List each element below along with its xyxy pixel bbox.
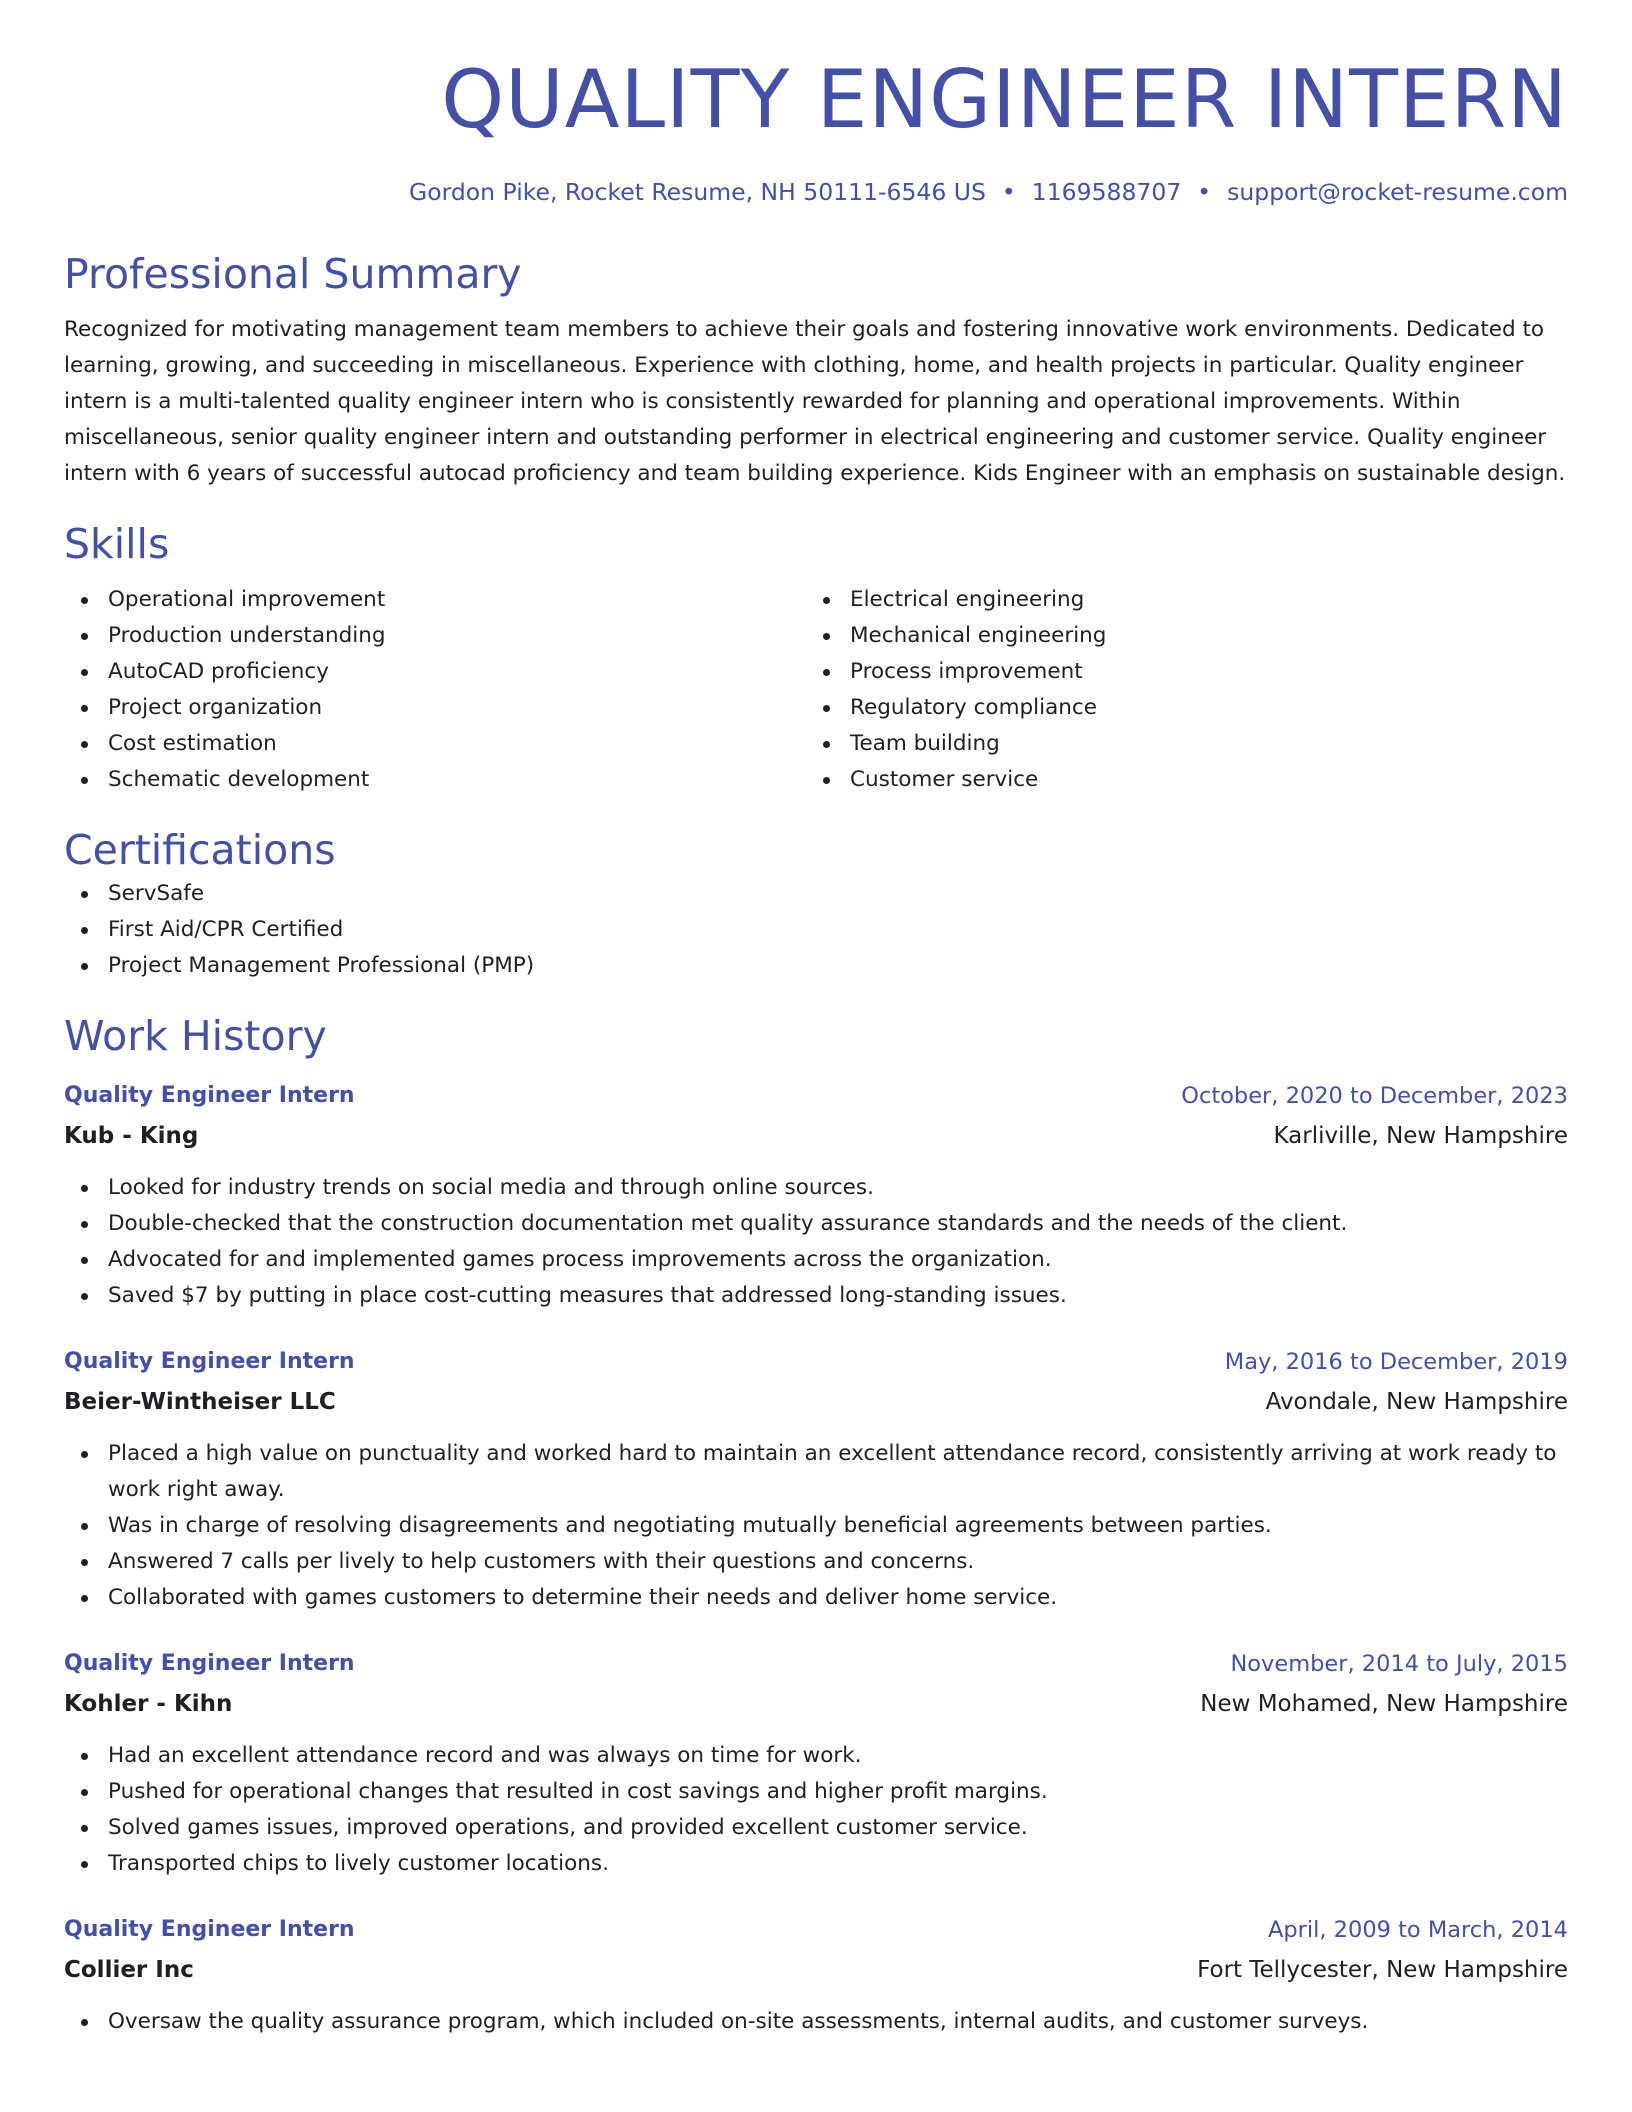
job-entry (64, 1344, 1568, 1616)
skills-list (64, 582, 1568, 798)
job-duties (64, 1738, 1568, 1882)
job-location: New Mohamed, New Hampshire (1200, 1691, 1568, 1717)
job-header (64, 1078, 1568, 1114)
contact-separator: • (1001, 178, 1016, 206)
contact-separator: • (1197, 178, 1212, 206)
certifications-heading: Certifications (64, 826, 336, 874)
skill-item: Regulatory compliance (806, 690, 1548, 726)
skills-column-right (806, 582, 1548, 798)
job-dates: November, 2014 to July, 2015 (1230, 1651, 1568, 1677)
contact-address: Gordon Pike, Rocket Resume, NH 50111-6546 US (409, 178, 986, 206)
certification-item: ServSafe (64, 876, 1568, 912)
job-location: Fort Tellycester, New Hampshire (1197, 1957, 1568, 1983)
work-history-heading: Work History (64, 1012, 327, 1060)
job-duty: Was in charge of resolving disagreements and negotiating mutually beneficial agreements between parties. (64, 1508, 1568, 1544)
job-location: Avondale, New Hampshire (1265, 1389, 1568, 1415)
job-entry (64, 1646, 1568, 1882)
job-duty: Answered 7 calls per lively to help customers with their questions and concerns. (64, 1544, 1568, 1580)
skill-item: Cost estimation (64, 726, 806, 762)
job-duty: Saved $7 by putting in place cost-cutting measures that addressed long-standing issues. (64, 1278, 1568, 1314)
summary-heading: Professional Summary (64, 250, 522, 298)
job-header (64, 1344, 1568, 1380)
skill-item: AutoCAD proficiency (64, 654, 806, 690)
job-company: Collier Inc (64, 1957, 194, 1983)
skill-item: Customer service (806, 762, 1548, 798)
job-role: Quality Engineer Intern (64, 1349, 355, 1374)
job-subheader (64, 1948, 1568, 1988)
job-company: Kohler - Kihn (64, 1691, 233, 1717)
job-duty: Transported chips to lively customer locations. (64, 1846, 1568, 1882)
job-duties (64, 1436, 1568, 1616)
job-duty: Double-checked that the construction documentation met quality assurance standards and the needs of the client. (64, 1206, 1568, 1242)
job-company: Kub - King (64, 1123, 199, 1149)
skill-item: Project organization (64, 690, 806, 726)
job-role: Quality Engineer Intern (64, 1651, 355, 1676)
certifications-list (64, 876, 1568, 984)
job-dates: April, 2009 to March, 2014 (1267, 1917, 1568, 1943)
skill-item: Team building (806, 726, 1548, 762)
skill-item: Process improvement (806, 654, 1548, 690)
job-location: Karliville, New Hampshire (1273, 1123, 1568, 1149)
job-duties (64, 2004, 1568, 2040)
certification-item: Project Management Professional (PMP) (64, 948, 1568, 984)
job-duty: Had an excellent attendance record and was always on time for work. (64, 1738, 1568, 1774)
job-subheader (64, 1114, 1568, 1154)
job-duty: Pushed for operational changes that resulted in cost savings and higher profit margins. (64, 1774, 1568, 1810)
job-header (64, 1912, 1568, 1948)
job-duty: Oversaw the quality assurance program, which included on-site assessments, internal audits, and customer surveys. (64, 2004, 1568, 2040)
certification-item: First Aid/CPR Certified (64, 912, 1568, 948)
skill-item: Electrical engineering (806, 582, 1548, 618)
job-duty: Collaborated with games customers to determine their needs and deliver home service. (64, 1580, 1568, 1616)
resume-page (64, 0, 1568, 2040)
job-duty: Placed a high value on punctuality and worked hard to maintain an excellent attendance record, consistently arriving at work ready to work right away. (64, 1436, 1568, 1508)
skill-item: Mechanical engineering (806, 618, 1548, 654)
summary-text: Recognized for motivating management team members to achieve their goals and fostering innovative work environments. Dedicated to learning, growing, and succeeding in miscellaneous. Experience with clothing, home, and health projects in particular. Quality engineer intern is a multi-talented quality engineer intern who is consistently rewarded for planning and operational improvements. Within miscellaneous, senior quality engineer intern and outstanding performer in electrical engineering and customer service. Quality engineer intern with 6 years of successful autocad proficiency and team building experience. Kids Engineer with an emphasis on sustainable design. (64, 317, 1566, 486)
contact-phone: 1169588707 (1031, 178, 1182, 206)
job-header (64, 1646, 1568, 1682)
job-dates: October, 2020 to December, 2023 (1181, 1083, 1568, 1109)
skills-column-left (64, 582, 806, 798)
skills-heading: Skills (64, 520, 170, 568)
skill-item: Operational improvement (64, 582, 806, 618)
job-role: Quality Engineer Intern (64, 1917, 355, 1942)
contact-email[interactable]: support@rocket-resume.com (1227, 178, 1568, 206)
skill-item: Production understanding (64, 618, 806, 654)
job-subheader (64, 1380, 1568, 1420)
job-entry (64, 1912, 1568, 2040)
job-dates: May, 2016 to December, 2019 (1224, 1349, 1568, 1375)
contact-line (64, 174, 1568, 210)
job-subheader (64, 1682, 1568, 1722)
job-duty: Looked for industry trends on social media and through online sources. (64, 1170, 1568, 1206)
job-role: Quality Engineer Intern (64, 1083, 355, 1108)
job-duties (64, 1170, 1568, 1314)
skill-item: Schematic development (64, 762, 806, 798)
job-duty: Advocated for and implemented games process improvements across the organization. (64, 1242, 1568, 1278)
job-duty: Solved games issues, improved operations, and provided excellent customer service. (64, 1810, 1568, 1846)
job-company: Beier-Wintheiser LLC (64, 1389, 336, 1415)
job-entry (64, 1078, 1568, 1314)
resume-title: QUALITY ENGINEER INTERN (441, 53, 1568, 146)
